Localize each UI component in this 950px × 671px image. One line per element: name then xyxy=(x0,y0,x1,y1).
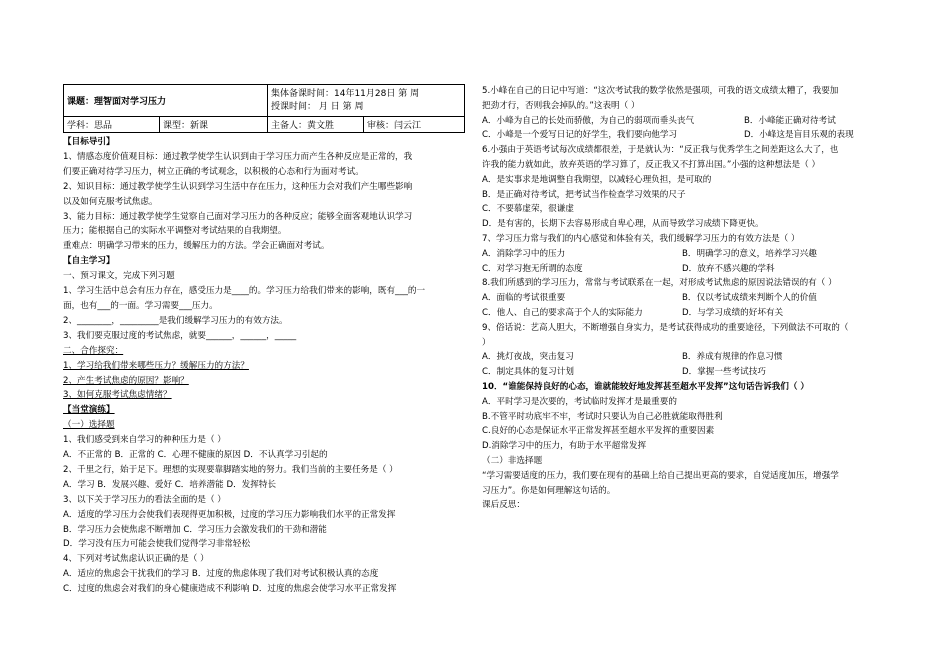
choice-4-option-ab: A．适应的焦虑会干扰我们的学习 B．过度的焦虑体现了我们对考试积极认真的态度 xyxy=(63,569,379,580)
question-8: 8.我们所感到的学习压力，常常与考试联系在一起，对形成考试焦虑的原因说法错误的有（ ） xyxy=(482,278,837,289)
q5-option-a: A．小峰为自己的长处而骄傲，为自己的弱项而垂头丧气 xyxy=(482,115,695,126)
question-9-options-ab xyxy=(482,350,902,365)
q8-option-c: C．他人、自己的要求高于个人的实际能力 xyxy=(482,307,643,318)
question-8-options-cd xyxy=(482,306,902,321)
goal-2-line-1: 2、知识目标：通过教学使学生认识到学习生活中存在压力，这种压力会对我们产生哪些影响 xyxy=(63,181,413,192)
q9-option-b: B．养成有规律的作息习惯 xyxy=(682,352,783,363)
non-choice-line-2: 习压力”。你是如何理解这句话的。 xyxy=(482,485,616,496)
question-1-line-2: 面，也有___的一面。学习需要___压力。 xyxy=(63,300,218,311)
choice-4: 4、下列对考试焦虑认识正确的是（ ） xyxy=(63,554,209,565)
question-3: 3、我们要克服过度的考试焦虑，就要______，______，_____ xyxy=(63,330,297,341)
non-choice-line-1: “学习需要适度的压力，我们要在现有的基础上给自己提出更高的要求，自觉适度加压，增强学 xyxy=(482,470,839,481)
cooperation-item-1: 1、学习给我们带来哪些压力？缓解压力的方法？ xyxy=(63,360,249,371)
q10-option-d: D.消除学习中的压力，有助于水平超常发挥 xyxy=(482,441,647,452)
q8-option-a: A．面临的考试很重要 xyxy=(482,293,566,304)
q10-option-b: B.不管平时功底牢不牢，考试时只要认为自己必胜就能取得胜利 xyxy=(482,411,723,422)
choice-3: 3、以下关于学习压力的看法全面的是（ ） xyxy=(63,494,226,505)
preview-heading: 一、预习课文，完成下列习题 xyxy=(63,271,175,282)
practice-heading: 【当堂演练】 xyxy=(63,405,115,416)
choice-4-option-cd: C．过度的焦虑会对我们的身心健康造成不利影响 D．过度的焦虑会使学习水平正常发挥 xyxy=(63,584,397,595)
q6-option-a: A．是实事求是地调整自我期望，以减轻心理负担，是可取的 xyxy=(482,174,712,185)
non-choice-heading: （二）非选择题 xyxy=(482,455,543,466)
goal-1-line-1: 1、情感态度价值观目标：通过教学使学生认识到由于学习压力而产生各种反应是正常的，我 xyxy=(63,151,413,162)
choice-1: 1、我们感受到来自学习的种种压力是（ ） xyxy=(63,435,226,446)
cooperation-heading: 二、合作探究： xyxy=(63,345,124,356)
question-5-options-cd xyxy=(482,128,902,143)
schedule-cell xyxy=(268,85,465,117)
plan-time: 集体备课时间：14年11月28日 第 周 xyxy=(271,88,420,99)
cooperation-item-2: 2、产生考试焦虑的原因？影响？ xyxy=(63,375,189,386)
q8-option-b: B．仅以考试成绩来判断个人的价值 xyxy=(682,293,817,304)
q7-option-a: A．消除学习中的压力 xyxy=(482,248,566,259)
question-6-line-1: 6.小强由于英语考试每次成绩都很差，于是就认为：“反正我与优秀学生之间差距这么大了，也 xyxy=(482,145,839,156)
choice-heading: （一）选择题 xyxy=(63,420,115,431)
question-2: 2、________，_________是我们缓解学习压力的有效方法。 xyxy=(63,315,288,326)
lesson-title: 课题：理智面对学习压力 xyxy=(64,85,268,117)
goals-heading: 【目标导引】 xyxy=(63,137,115,147)
question-5-line-2: 把劲才行，否则我会掉队的。”这表明（ ） xyxy=(482,100,640,111)
q7-option-b: B．明确学习的意义，培养学习兴趣 xyxy=(682,248,817,259)
q7-option-c: C．对学习抱无所谓的态度 xyxy=(482,263,583,274)
question-1-line-1: 1、学习生活中总会有压力存在，感受压力是____的。学习压力给我们带来的影响，既有___的一 xyxy=(63,286,426,297)
reviewer-cell: 审核：闫云江 xyxy=(364,117,465,133)
q8-option-d: D．与学习成绩的好坏有关 xyxy=(682,307,784,318)
choice-3-option-a: A．适度的学习压力会使我们表现得更加积极，过度的学习压力影响我们水平的正常发挥 xyxy=(63,509,396,520)
question-9-line-1: 9、俗话说：艺高人胆大，不断增强自身实力，是考试获得成功的重要途径，下列做法不可取的（ xyxy=(482,322,849,333)
goal-3-line-1: 3、能力目标：通过教学使学生觉察自己面对学习压力的各种反应；能够全面客观地认识学习 xyxy=(63,211,413,222)
q7-option-d: D．放弃不感兴趣的学科 xyxy=(682,263,775,274)
header-table xyxy=(63,84,465,133)
left-column xyxy=(63,84,465,597)
question-9-line-2: ） xyxy=(482,337,491,348)
q5-option-b: B．小峰能正确对待考试 xyxy=(744,115,836,126)
lesson-type-cell: 课型：新课 xyxy=(160,117,268,133)
choice-1-options: A．不正常的 B．正常的 C．心理不健康的原因 D．不认真学习引起的 xyxy=(63,450,328,461)
subject-cell: 学科：思品 xyxy=(64,117,160,133)
key-points: 重难点：明确学习带来的压力，缓解压力的方法。学会正确面对考试。 xyxy=(63,241,330,252)
choice-3-option-d: D．学习没有压力可能会使我们觉得学习非常轻松 xyxy=(63,539,251,550)
q10-option-a: A．平时学习是次要的，考试临时发挥才是最重要的 xyxy=(482,396,677,407)
preparer-cell: 主备人：黄文胜 xyxy=(268,117,364,133)
q6-option-c: C．不要慕虚荣，很谦虚 xyxy=(482,204,574,215)
question-7: 7、学习压力常与我们的内心感觉和体验有关，我们缓解学习压力的有效方法是（ ） xyxy=(482,233,800,244)
q9-option-a: A．挑灯夜战，突击复习 xyxy=(482,352,574,363)
teach-time: 授课时间： 月 日 第 周 xyxy=(271,101,364,112)
choice-2-options: A．学习 B．发展兴趣、爱好 C．培养潜能 D．发挥特长 xyxy=(63,479,277,490)
q9-option-c: C．制定具体的复习计划 xyxy=(482,367,574,378)
self-study-heading: 【自主学习】 xyxy=(63,256,115,267)
goal-1-line-2: 们要正确对待学习压力，树立正确的考试观念，以积极的心态和行为面对考试。 xyxy=(63,166,364,177)
right-column xyxy=(482,84,902,513)
question-6-line-2: 许我的能力就如此，放弃英语的学习算了，反正我又不打算出国。”小强的这种想法是（ ） xyxy=(482,159,821,170)
cooperation-item-3: 3、如何克服考试焦虑情绪？ xyxy=(63,390,172,401)
q9-option-d: D．掌握一些考试技巧 xyxy=(682,367,766,378)
question-7-options-cd xyxy=(482,262,902,277)
q5-option-c: C．小峰是一个爱写日记的好学生，我们要向他学习 xyxy=(482,130,678,141)
question-5-options-ab xyxy=(482,114,902,129)
q10-option-c: C.良好的心态是保证水平正常发挥甚至超水平发挥的重要因素 xyxy=(482,426,715,437)
goal-2-line-2: 以及如何克服考试焦虑。 xyxy=(63,196,158,207)
q6-option-b: B．是正确对待考试，把考试当作检查学习效果的尺子 xyxy=(482,189,686,200)
q5-option-d: D．小峰这是盲目乐观的表现 xyxy=(744,130,854,141)
question-9-options-cd xyxy=(482,365,902,380)
reflection-label: 课后反思： xyxy=(482,500,525,511)
choice-2: 2、千里之行，始于足下。理想的实现要靠脚踏实地的努力。我们当前的主要任务是（ ） xyxy=(63,464,398,475)
question-7-options-ab xyxy=(482,247,902,262)
q6-option-d: D．是有害的，长期下去容易形成自卑心理，从而导致学习成绩下降更快。 xyxy=(482,219,764,230)
choice-3-option-bc: B．学习压力会使焦虑不断增加 C．学习压力会激发我们的干劲和潜能 xyxy=(63,524,327,535)
question-8-options-ab xyxy=(482,291,902,306)
goal-3-line-2: 压力；能根据自己的实际水平调整对考试结果的自我期望。 xyxy=(63,226,287,237)
question-5-line-1: 5.小峰在自己的日记中写道：“这次考试我的数学依然是强项，可我的语文成绩太糟了，我要加 xyxy=(482,86,839,96)
question-10: 10．“谁能保持良好的心态，谁就能较好地发挥甚至超水平发挥”这句话告诉我们（ ） xyxy=(482,381,810,392)
